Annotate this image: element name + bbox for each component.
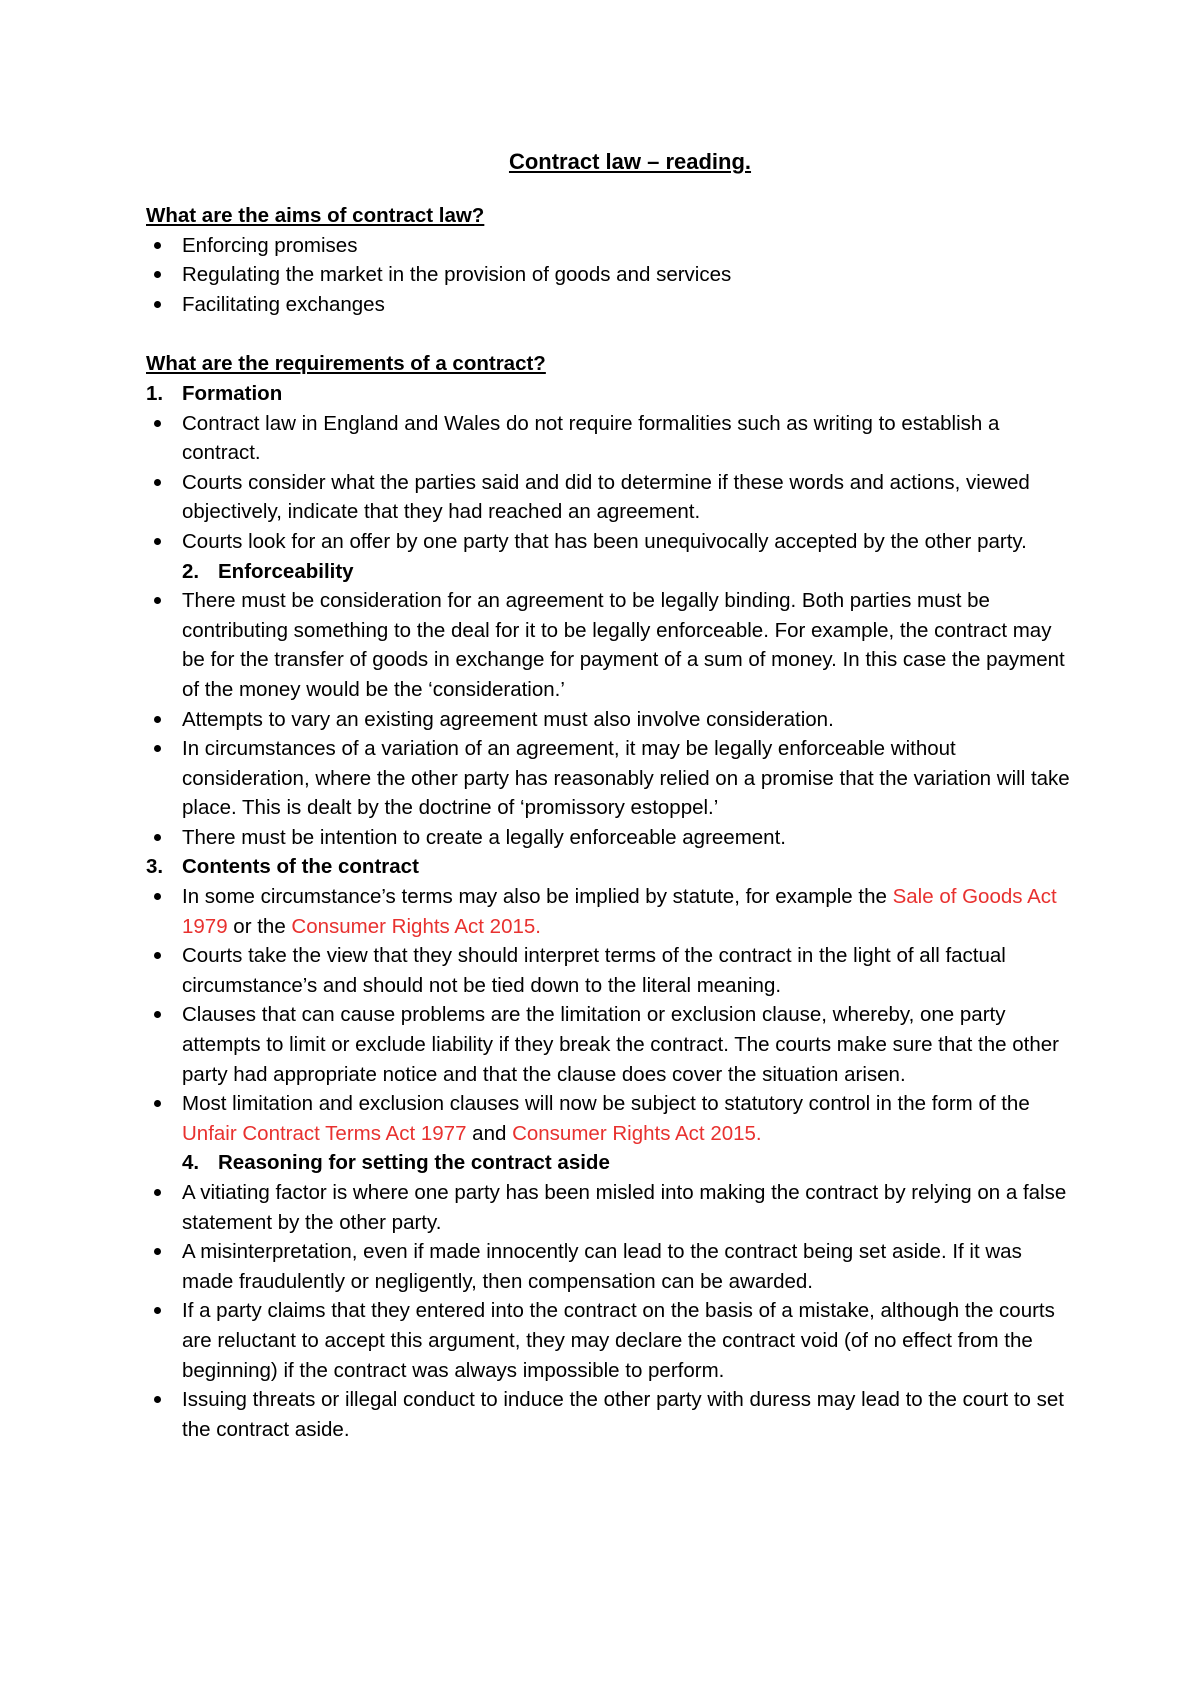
list-item: A misinterpretation, even if made innocently can lead to the contract being set aside. If it was made fraudulently or negligently, then compensation can be awarded.	[146, 1237, 1076, 1296]
enforceability-heading	[146, 557, 1076, 587]
heading-number: 2.	[182, 559, 200, 583]
document-body	[146, 147, 1076, 1444]
page-title: Contract law – reading.	[508, 149, 752, 174]
list-item: In circumstances of a variation of an agreement, it may be legally enforceable without consideration, where the other party has reasonably relied on a promise that the variation will take place. This is dealt by the doctrine of ‘promissory estoppel.’	[146, 734, 1076, 823]
heading-label: Contents of the contract	[182, 855, 419, 879]
list-item: Issuing threats or illegal conduct to induce the other party with duress may lead to the court to set the contract aside.	[146, 1385, 1076, 1444]
statute-reference: Consumer Rights Act 2015.	[512, 1121, 762, 1145]
list-item: Courts consider what the parties said and did to determine if these words and actions, viewed objectively, indicate that they had reached an agreement.	[146, 468, 1076, 527]
list-item: If a party claims that they entered into the contract on the basis of a mistake, although the courts are reluctant to accept this argument, they may declare the contract void (of no effect from the beginning) if the contract was always impossible to perform.	[146, 1296, 1076, 1385]
statute-reference: Sale of Goods Act 1979	[182, 885, 1057, 938]
spacer	[146, 319, 1076, 349]
requirements-question: What are the requirements of a contract?	[146, 352, 546, 376]
heading-label: Reasoning for setting the contract aside	[218, 1151, 610, 1175]
formation-list	[146, 409, 1076, 557]
setting-aside-heading	[146, 1148, 1076, 1178]
heading-number: 3.	[146, 855, 164, 879]
formation-heading	[146, 379, 1076, 409]
heading-number: 1.	[146, 381, 164, 405]
list-item	[146, 1089, 1076, 1148]
list-item: Attempts to vary an existing agreement must also involve consideration.	[146, 705, 1076, 735]
statute-reference: Unfair Contract Terms Act 1977	[182, 1121, 467, 1145]
list-item: Clauses that can cause problems are the limitation or exclusion clause, whereby, one party attempts to limit or exclude liability if they break the contract. The courts make sure that the other party had appropriate notice and that the clause does cover the situation arisen.	[146, 1000, 1076, 1089]
list-item: Facilitating exchanges	[146, 290, 1076, 320]
item-text: and	[466, 1121, 513, 1145]
item-text: or the	[227, 914, 292, 938]
list-item	[146, 882, 1076, 941]
heading-label: Enforceability	[218, 559, 354, 583]
list-item: A vitiating factor is where one party has been misled into making the contract by relying on a false statement by the other party.	[146, 1178, 1076, 1237]
list-item: There must be intention to create a legally enforceable agreement.	[146, 823, 1076, 853]
contents-list	[146, 882, 1076, 1148]
statute-reference: Consumer Rights Act 2015.	[291, 914, 541, 938]
aims-list	[146, 231, 1076, 320]
heading-label: Formation	[182, 381, 283, 405]
list-item: Regulating the market in the provision of goods and services	[146, 260, 1076, 290]
aims-question: What are the aims of contract law?	[146, 204, 485, 227]
heading-number: 4.	[182, 1151, 200, 1175]
list-item: Enforcing promises	[146, 231, 1076, 261]
list-item: Courts take the view that they should interpret terms of the contract in the light of all factual circumstance’s and should not be tied down to the literal meaning.	[146, 941, 1076, 1000]
contents-heading	[146, 852, 1076, 882]
list-item: There must be consideration for an agreement to be legally binding. Both parties must be contributing something to the deal for it to be legally enforceable. For example, the contract may be for the transfer of goods in exchange for payment of a sum of money. In this case the payment of the money would be the ‘consideration.’	[146, 586, 1076, 704]
item-text: In some circumstance’s terms may also be implied by statute, for example the	[182, 885, 893, 909]
enforceability-list	[146, 586, 1076, 852]
list-item: Courts look for an offer by one party that has been unequivocally accepted by the other party.	[146, 527, 1076, 557]
list-item: Contract law in England and Wales do not require formalities such as writing to establish a contract.	[146, 409, 1076, 468]
setting-aside-list	[146, 1178, 1076, 1444]
item-text: Most limitation and exclusion clauses will now be subject to statutory control in the form of the	[182, 1092, 1030, 1116]
